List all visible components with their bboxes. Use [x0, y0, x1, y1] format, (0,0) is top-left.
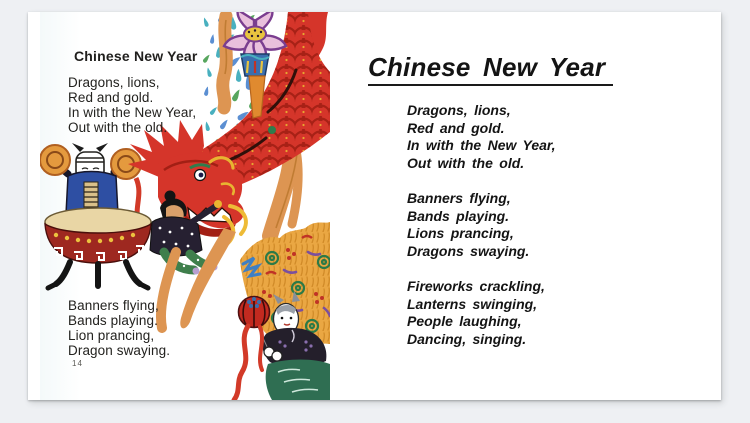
- poem-line: In with the New Year,: [407, 137, 556, 153]
- book-poem-title: Chinese New Year: [74, 48, 198, 64]
- book-stanza-2: [68, 298, 170, 358]
- poem-heading: Chinese New Year: [368, 52, 613, 86]
- book-line: Out with the old.: [68, 120, 168, 135]
- typed-poem: [368, 52, 708, 348]
- book-line: Dragon swaying.: [68, 343, 171, 358]
- book-line: Dragons, lions,: [68, 75, 160, 90]
- poem-line: Bands playing.: [407, 207, 510, 224]
- poem-stanza-1: [407, 102, 708, 172]
- poem-line: Lions prancing,: [407, 225, 514, 241]
- book-page-illustration: [40, 12, 330, 400]
- poem-line: Dragons, lions,: [407, 102, 511, 118]
- poem-line: People laughing,: [407, 313, 522, 329]
- page-number: 14: [72, 359, 83, 368]
- poem-line: Fireworks crackling,: [407, 278, 545, 294]
- poem-line: Dancing, singing.: [407, 330, 527, 347]
- poem-line: Out with the old.: [407, 154, 525, 171]
- poem-line: Dragons swaying.: [407, 242, 530, 259]
- poem-line: Lanterns swinging,: [407, 295, 538, 312]
- poem-line: Red and gold.: [407, 119, 505, 136]
- poem-stanza-2: [407, 190, 708, 260]
- book-line: In with the New Year,: [68, 105, 197, 120]
- poem-line: Banners flying,: [407, 190, 511, 206]
- book-line: Red and gold.: [68, 90, 154, 105]
- book-stanza-1: [68, 75, 196, 135]
- book-line: Banners flying,: [68, 298, 159, 313]
- slide-page: [28, 12, 721, 400]
- book-line: Lion prancing,: [68, 328, 155, 343]
- poem-stanza-3: [407, 278, 708, 348]
- book-line: Bands playing.: [68, 313, 158, 328]
